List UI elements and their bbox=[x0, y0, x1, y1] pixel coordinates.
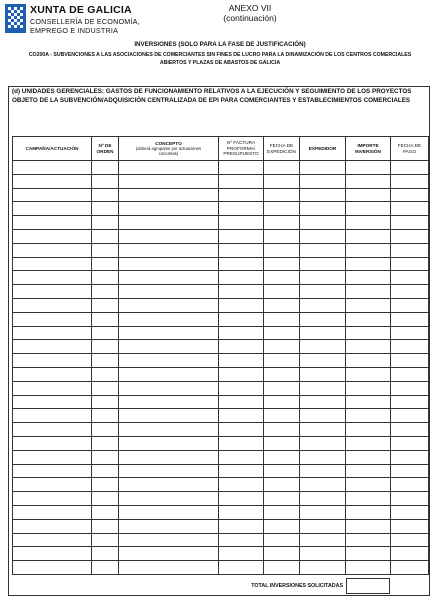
table-cell[interactable] bbox=[264, 285, 300, 299]
table-row bbox=[13, 423, 429, 437]
table-cell[interactable] bbox=[391, 354, 429, 368]
table-row bbox=[13, 229, 429, 243]
table-cell[interactable] bbox=[300, 285, 346, 299]
table-cell[interactable] bbox=[119, 533, 219, 547]
table-cell[interactable] bbox=[92, 409, 119, 423]
form-subtitle bbox=[10, 52, 430, 67]
table-cell[interactable] bbox=[264, 188, 300, 202]
table-cell[interactable] bbox=[300, 202, 346, 216]
table-cell[interactable] bbox=[13, 202, 92, 216]
table-cell[interactable] bbox=[346, 326, 391, 340]
table-cell[interactable] bbox=[219, 285, 264, 299]
table-cell[interactable] bbox=[346, 395, 391, 409]
table-cell[interactable] bbox=[391, 381, 429, 395]
table-cell[interactable] bbox=[264, 395, 300, 409]
table-cell[interactable] bbox=[300, 243, 346, 257]
table-cell[interactable] bbox=[346, 161, 391, 175]
table-cell[interactable] bbox=[119, 229, 219, 243]
table-cell[interactable] bbox=[300, 367, 346, 381]
table-cell[interactable] bbox=[119, 216, 219, 230]
table-cell[interactable] bbox=[264, 161, 300, 175]
table-cell[interactable] bbox=[92, 257, 119, 271]
table-cell[interactable] bbox=[264, 312, 300, 326]
table-cell[interactable] bbox=[391, 450, 429, 464]
table-cell[interactable] bbox=[219, 381, 264, 395]
table-row bbox=[13, 312, 429, 326]
section-heading-line2: OBJETO DE LA SUBVENCIÓN/ADQUISICIÓN CENTRALIZADA DE EPI PARA COMERCIANTES Y ESTABLECIMIENTOS COMERCIALES bbox=[12, 96, 411, 104]
table-cell[interactable] bbox=[391, 423, 429, 437]
table-row bbox=[13, 161, 429, 175]
table-cell[interactable] bbox=[391, 519, 429, 533]
table-cell[interactable] bbox=[391, 478, 429, 492]
table-cell[interactable] bbox=[92, 202, 119, 216]
table-row bbox=[13, 257, 429, 271]
table-cell[interactable] bbox=[92, 174, 119, 188]
table-cell[interactable] bbox=[391, 547, 429, 561]
table-cell[interactable] bbox=[92, 243, 119, 257]
table-cell[interactable] bbox=[264, 174, 300, 188]
table-cell[interactable] bbox=[391, 409, 429, 423]
dept-line2: EMPREGO E INDUSTRIA bbox=[30, 25, 119, 35]
table-cell[interactable] bbox=[391, 340, 429, 354]
table-cell[interactable] bbox=[92, 450, 119, 464]
table-cell[interactable] bbox=[219, 298, 264, 312]
table-cell[interactable] bbox=[219, 326, 264, 340]
table-cell[interactable] bbox=[264, 409, 300, 423]
table-cell[interactable] bbox=[13, 464, 92, 478]
section-heading bbox=[12, 88, 428, 105]
table-cell[interactable] bbox=[13, 423, 92, 437]
table-cell[interactable] bbox=[264, 547, 300, 561]
annex-title: ANEXO VII bbox=[228, 3, 272, 13]
table-cell[interactable] bbox=[219, 161, 264, 175]
table-row bbox=[13, 285, 429, 299]
table-cell[interactable] bbox=[13, 547, 92, 561]
table-cell[interactable] bbox=[300, 533, 346, 547]
table-cell[interactable] bbox=[346, 229, 391, 243]
table-cell[interactable] bbox=[219, 547, 264, 561]
table-cell[interactable] bbox=[13, 326, 92, 340]
table-cell[interactable] bbox=[219, 409, 264, 423]
table-cell[interactable] bbox=[119, 423, 219, 437]
table-cell[interactable] bbox=[346, 285, 391, 299]
table-cell[interactable] bbox=[391, 202, 429, 216]
table-cell[interactable] bbox=[264, 229, 300, 243]
table-cell[interactable] bbox=[219, 243, 264, 257]
table-cell[interactable] bbox=[391, 216, 429, 230]
table-cell[interactable] bbox=[13, 492, 92, 506]
table-cell[interactable] bbox=[92, 464, 119, 478]
table-cell[interactable] bbox=[92, 340, 119, 354]
table-cell[interactable] bbox=[92, 326, 119, 340]
table-cell[interactable] bbox=[13, 436, 92, 450]
table-cell[interactable] bbox=[13, 450, 92, 464]
table-cell[interactable] bbox=[300, 505, 346, 519]
table-cell[interactable] bbox=[264, 243, 300, 257]
table-cell[interactable] bbox=[92, 216, 119, 230]
table-cell[interactable] bbox=[219, 464, 264, 478]
investments-table bbox=[12, 136, 429, 575]
section-heading-line1: (d) UNIDADES GERENCIALES: GASTOS DE FUNCIONAMIENTO RELATIVOS A LA EJECUCIÓN Y SEGUIMIENTO DE LOS PROYECTOS bbox=[12, 88, 412, 95]
table-cell[interactable] bbox=[264, 340, 300, 354]
table-cell[interactable] bbox=[13, 354, 92, 368]
table-cell[interactable] bbox=[219, 533, 264, 547]
table-cell[interactable] bbox=[92, 533, 119, 547]
table-row bbox=[13, 547, 429, 561]
table-cell[interactable] bbox=[346, 478, 391, 492]
table-cell[interactable] bbox=[13, 395, 92, 409]
table-cell[interactable] bbox=[300, 354, 346, 368]
table-cell[interactable] bbox=[13, 161, 92, 175]
table-cell[interactable] bbox=[92, 505, 119, 519]
table-cell[interactable] bbox=[391, 561, 429, 575]
table-cell[interactable] bbox=[92, 519, 119, 533]
table-cell[interactable] bbox=[346, 409, 391, 423]
table-cell[interactable] bbox=[391, 395, 429, 409]
table-cell[interactable] bbox=[346, 312, 391, 326]
header-orden: Nº DE ORDEN bbox=[92, 137, 119, 161]
table-row bbox=[13, 174, 429, 188]
table-cell[interactable] bbox=[119, 505, 219, 519]
table-cell[interactable] bbox=[264, 450, 300, 464]
table-cell[interactable] bbox=[264, 202, 300, 216]
table-cell[interactable] bbox=[346, 505, 391, 519]
table-cell[interactable] bbox=[219, 340, 264, 354]
table-cell[interactable] bbox=[92, 492, 119, 506]
table-row bbox=[13, 505, 429, 519]
table-row bbox=[13, 381, 429, 395]
table-row bbox=[13, 243, 429, 257]
table-cell[interactable] bbox=[92, 285, 119, 299]
table-cell[interactable] bbox=[219, 450, 264, 464]
table-row bbox=[13, 492, 429, 506]
table-cell[interactable] bbox=[346, 257, 391, 271]
table-row bbox=[13, 188, 429, 202]
table-row bbox=[13, 326, 429, 340]
table-cell[interactable] bbox=[300, 492, 346, 506]
table-cell[interactable] bbox=[346, 340, 391, 354]
table-cell[interactable] bbox=[300, 298, 346, 312]
table-cell[interactable] bbox=[300, 257, 346, 271]
table-cell[interactable] bbox=[119, 561, 219, 575]
table-cell[interactable] bbox=[346, 367, 391, 381]
table-cell[interactable] bbox=[391, 312, 429, 326]
table-cell[interactable] bbox=[264, 298, 300, 312]
table-cell[interactable] bbox=[119, 298, 219, 312]
table-cell[interactable] bbox=[13, 312, 92, 326]
table-cell[interactable] bbox=[13, 216, 92, 230]
table-cell[interactable] bbox=[391, 174, 429, 188]
table-cell[interactable] bbox=[391, 505, 429, 519]
table-cell[interactable] bbox=[219, 229, 264, 243]
table-row bbox=[13, 354, 429, 368]
table-cell[interactable] bbox=[346, 561, 391, 575]
table-cell[interactable] bbox=[119, 492, 219, 506]
table-cell[interactable] bbox=[219, 395, 264, 409]
table-row bbox=[13, 340, 429, 354]
table-cell[interactable] bbox=[300, 436, 346, 450]
table-cell[interactable] bbox=[13, 285, 92, 299]
table-cell[interactable] bbox=[300, 381, 346, 395]
table-cell[interactable] bbox=[264, 326, 300, 340]
table-cell[interactable] bbox=[300, 478, 346, 492]
total-value-field[interactable] bbox=[346, 578, 390, 594]
table-cell[interactable] bbox=[13, 257, 92, 271]
table-cell[interactable] bbox=[13, 188, 92, 202]
table-cell[interactable] bbox=[119, 367, 219, 381]
org-block bbox=[30, 4, 140, 35]
table-cell[interactable] bbox=[119, 381, 219, 395]
table-cell[interactable] bbox=[219, 271, 264, 285]
table-cell[interactable] bbox=[92, 354, 119, 368]
table-cell[interactable] bbox=[119, 464, 219, 478]
table-cell[interactable] bbox=[219, 436, 264, 450]
table-cell[interactable] bbox=[346, 547, 391, 561]
table-row bbox=[13, 478, 429, 492]
table-row bbox=[13, 533, 429, 547]
table-row bbox=[13, 409, 429, 423]
table-cell[interactable] bbox=[300, 326, 346, 340]
table-cell[interactable] bbox=[13, 340, 92, 354]
table-cell[interactable] bbox=[346, 271, 391, 285]
table-cell[interactable] bbox=[264, 271, 300, 285]
table-cell[interactable] bbox=[92, 395, 119, 409]
table-cell[interactable] bbox=[119, 257, 219, 271]
table-cell[interactable] bbox=[13, 367, 92, 381]
table-cell[interactable] bbox=[92, 188, 119, 202]
table-cell[interactable] bbox=[92, 161, 119, 175]
table-cell[interactable] bbox=[300, 216, 346, 230]
table-cell[interactable] bbox=[119, 519, 219, 533]
table-cell[interactable] bbox=[119, 285, 219, 299]
table-cell[interactable] bbox=[346, 436, 391, 450]
table-cell[interactable] bbox=[391, 229, 429, 243]
table-cell[interactable] bbox=[13, 561, 92, 575]
table-cell[interactable] bbox=[219, 505, 264, 519]
table-cell[interactable] bbox=[119, 202, 219, 216]
table-cell[interactable] bbox=[300, 340, 346, 354]
table-cell[interactable] bbox=[391, 533, 429, 547]
table-cell[interactable] bbox=[346, 188, 391, 202]
org-name: XUNTA DE GALICIA bbox=[30, 4, 132, 16]
table-cell[interactable] bbox=[300, 174, 346, 188]
table-cell[interactable] bbox=[264, 381, 300, 395]
dept-line1: CONSELLERÍA DE ECONOMÍA, bbox=[30, 17, 140, 26]
table-cell[interactable] bbox=[13, 229, 92, 243]
table-cell[interactable] bbox=[13, 174, 92, 188]
table-cell[interactable] bbox=[13, 409, 92, 423]
header-fecha-pago: FECHA DE PAGO bbox=[391, 137, 429, 161]
header-factura: Nº FACTURA PROFORMA/ PRESUPUESTO bbox=[219, 137, 264, 161]
table-row bbox=[13, 519, 429, 533]
annex-subtitle: (continuación) bbox=[223, 13, 277, 23]
table-cell[interactable] bbox=[219, 257, 264, 271]
table-cell[interactable] bbox=[391, 243, 429, 257]
table-row bbox=[13, 202, 429, 216]
table-cell[interactable] bbox=[300, 464, 346, 478]
table-cell[interactable] bbox=[264, 423, 300, 437]
table-cell[interactable] bbox=[346, 298, 391, 312]
table-cell[interactable] bbox=[300, 423, 346, 437]
table-cell[interactable] bbox=[219, 561, 264, 575]
table-cell[interactable] bbox=[300, 450, 346, 464]
table-cell[interactable] bbox=[346, 381, 391, 395]
table-cell[interactable] bbox=[13, 533, 92, 547]
table-cell[interactable] bbox=[300, 161, 346, 175]
table-cell[interactable] bbox=[391, 161, 429, 175]
table-cell[interactable] bbox=[119, 312, 219, 326]
table-cell[interactable] bbox=[119, 478, 219, 492]
table-cell[interactable] bbox=[391, 492, 429, 506]
table-row bbox=[13, 367, 429, 381]
table-cell[interactable] bbox=[300, 519, 346, 533]
table-row bbox=[13, 436, 429, 450]
table-cell[interactable] bbox=[300, 312, 346, 326]
table-cell[interactable] bbox=[119, 395, 219, 409]
form-subtitle-line2: ABIERTOS Y PLAZAS DE ABASTOS DE GALICIA bbox=[159, 59, 281, 66]
table-cell[interactable] bbox=[92, 478, 119, 492]
table-cell[interactable] bbox=[219, 354, 264, 368]
table-cell[interactable] bbox=[119, 450, 219, 464]
table-cell[interactable] bbox=[346, 492, 391, 506]
table-cell[interactable] bbox=[391, 298, 429, 312]
table-cell[interactable] bbox=[300, 229, 346, 243]
table-cell[interactable] bbox=[264, 367, 300, 381]
table-cell[interactable] bbox=[92, 381, 119, 395]
table-cell[interactable] bbox=[219, 423, 264, 437]
table-row bbox=[13, 464, 429, 478]
table-cell[interactable] bbox=[13, 519, 92, 533]
table-cell[interactable] bbox=[219, 188, 264, 202]
table-cell[interactable] bbox=[346, 174, 391, 188]
table-cell[interactable] bbox=[264, 492, 300, 506]
table-cell[interactable] bbox=[391, 257, 429, 271]
table-cell[interactable] bbox=[119, 409, 219, 423]
table-cell[interactable] bbox=[219, 519, 264, 533]
table-cell[interactable] bbox=[119, 271, 219, 285]
table-cell[interactable] bbox=[391, 326, 429, 340]
table-cell[interactable] bbox=[346, 464, 391, 478]
table-cell[interactable] bbox=[92, 547, 119, 561]
table-cell[interactable] bbox=[264, 519, 300, 533]
table-cell[interactable] bbox=[346, 533, 391, 547]
header-fecha-expedicion: FECHA DE EXPEDICIÓN bbox=[264, 137, 300, 161]
table-cell[interactable] bbox=[300, 561, 346, 575]
table-cell[interactable] bbox=[13, 271, 92, 285]
table-cell[interactable] bbox=[264, 216, 300, 230]
table-row bbox=[13, 561, 429, 575]
table-cell[interactable] bbox=[13, 381, 92, 395]
table-row bbox=[13, 271, 429, 285]
table-cell[interactable] bbox=[13, 243, 92, 257]
table-cell[interactable] bbox=[391, 464, 429, 478]
table-cell[interactable] bbox=[300, 271, 346, 285]
annex-heading bbox=[150, 3, 350, 23]
table-cell[interactable] bbox=[119, 188, 219, 202]
table-cell[interactable] bbox=[346, 354, 391, 368]
header-importe: IMPORTE INVERSIÓN bbox=[346, 137, 391, 161]
table-cell[interactable] bbox=[391, 436, 429, 450]
table-cell[interactable] bbox=[346, 450, 391, 464]
table-cell[interactable] bbox=[346, 202, 391, 216]
table-cell[interactable] bbox=[119, 436, 219, 450]
table-cell[interactable] bbox=[92, 561, 119, 575]
table-cell[interactable] bbox=[391, 367, 429, 381]
table-cell[interactable] bbox=[119, 161, 219, 175]
table-cell[interactable] bbox=[92, 436, 119, 450]
table-cell[interactable] bbox=[264, 436, 300, 450]
table-cell[interactable] bbox=[119, 243, 219, 257]
table-cell[interactable] bbox=[219, 174, 264, 188]
table-cell[interactable] bbox=[300, 395, 346, 409]
table-cell[interactable] bbox=[264, 533, 300, 547]
table-row bbox=[13, 395, 429, 409]
header-concepto: CONCEPTO (deberá agruparse por actuaciones concretas) bbox=[119, 137, 219, 161]
table-cell[interactable] bbox=[119, 340, 219, 354]
table-cell[interactable] bbox=[13, 298, 92, 312]
table-cell[interactable] bbox=[219, 492, 264, 506]
table-cell[interactable] bbox=[264, 464, 300, 478]
table-cell[interactable] bbox=[391, 188, 429, 202]
table-cell[interactable] bbox=[264, 505, 300, 519]
header-expedidor: EXPEDIDOR bbox=[300, 137, 346, 161]
table-cell[interactable] bbox=[264, 478, 300, 492]
table-cell[interactable] bbox=[219, 202, 264, 216]
table-cell[interactable] bbox=[92, 271, 119, 285]
table-cell[interactable] bbox=[346, 216, 391, 230]
table-cell[interactable] bbox=[13, 478, 92, 492]
table-cell[interactable] bbox=[119, 326, 219, 340]
header-campana: CAMPAÑA/ACTUACIÓN bbox=[13, 137, 92, 161]
table-row bbox=[13, 298, 429, 312]
table-cell[interactable] bbox=[119, 547, 219, 561]
table-cell[interactable] bbox=[264, 354, 300, 368]
total-label: TOTAL INVERSIONES SOLICITADAS bbox=[251, 583, 343, 589]
table-body bbox=[13, 161, 429, 575]
table-cell[interactable] bbox=[391, 271, 429, 285]
table-cell[interactable] bbox=[300, 547, 346, 561]
table-cell[interactable] bbox=[92, 298, 119, 312]
table-cell[interactable] bbox=[219, 478, 264, 492]
table-cell[interactable] bbox=[300, 409, 346, 423]
table-cell[interactable] bbox=[119, 174, 219, 188]
table-cell[interactable] bbox=[219, 312, 264, 326]
table-row bbox=[13, 450, 429, 464]
table-cell[interactable] bbox=[219, 216, 264, 230]
xunta-logo-icon bbox=[5, 4, 26, 33]
form-subtitle-line1: CO200A - SUBVENCIONES A LAS ASOCIACIONES DE COMERCIANTES SIN FINES DE LUCRO PARA LA DINAMIZACIÓN DE LOS CENTROS COMERCIALES bbox=[28, 52, 412, 58]
table-cell[interactable] bbox=[264, 257, 300, 271]
table-cell[interactable] bbox=[300, 188, 346, 202]
table-cell[interactable] bbox=[92, 312, 119, 326]
table-row bbox=[13, 216, 429, 230]
table-cell[interactable] bbox=[92, 367, 119, 381]
table-cell[interactable] bbox=[219, 367, 264, 381]
form-title: INVERSIONES (SOLO PARA LA FASE DE JUSTIFICACIÓN) bbox=[134, 41, 306, 48]
table-cell[interactable] bbox=[346, 423, 391, 437]
table-cell[interactable] bbox=[346, 243, 391, 257]
table-cell[interactable] bbox=[391, 285, 429, 299]
table-cell[interactable] bbox=[264, 561, 300, 575]
table-cell[interactable] bbox=[13, 505, 92, 519]
table-cell[interactable] bbox=[119, 354, 219, 368]
table-cell[interactable] bbox=[92, 229, 119, 243]
table-cell[interactable] bbox=[92, 423, 119, 437]
table-cell[interactable] bbox=[346, 519, 391, 533]
